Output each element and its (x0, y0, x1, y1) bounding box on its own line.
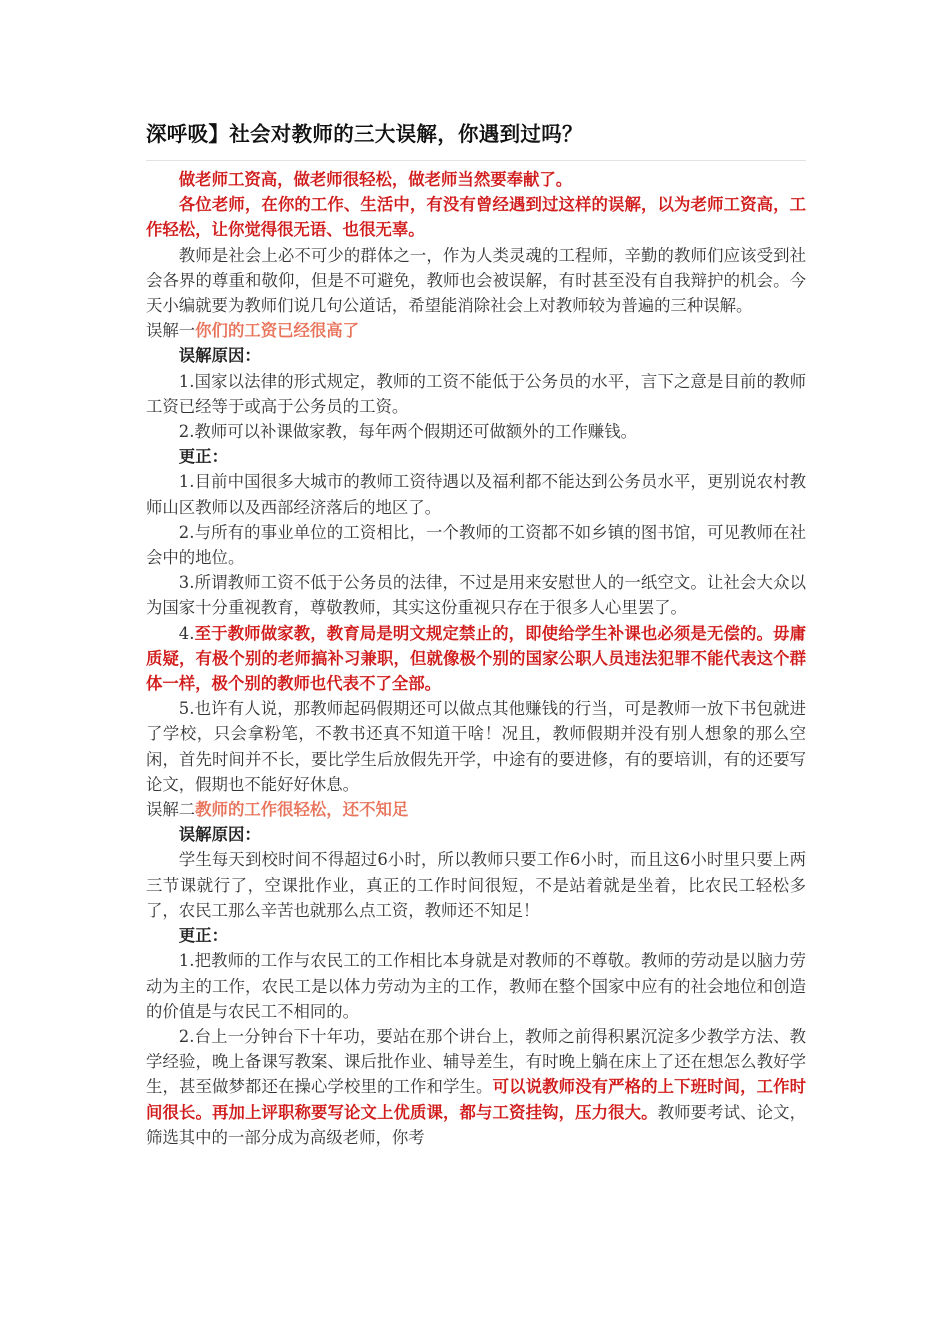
correction-2-text-a: 2.台上一分钟台下十年功，要站在那个讲台上，教师之前得积累沉淀多少教学方法、教学经验，晚上备课写教案、课后批作业、辅导差生，有时晚上躺在床上了还在想怎么教好学生，甚至做梦都还在操心学校里的工作和学生。 (146, 1026, 806, 1097)
misconception-1-prefix: 误解一 (146, 321, 196, 341)
misconception-2-title: 教师的工作很轻松，还不知足 (195, 800, 409, 820)
misconception-1-correction-1: 1.目前中国很多大城市的教师工资待遇以及福利都不能达到公务员水平，更别说农村教师山区教师以及西部经济落后的地区了。 (146, 472, 806, 517)
misconception-2-correction-2 (146, 1024, 806, 1150)
article-body (146, 167, 806, 1150)
lead-paragraph-2: 各位老师，在你的工作、生活中，有没有曾经遇到过这样的误解，以为老师工资高，工作轻松，让你觉得很无语、也很无辜。 (146, 195, 806, 240)
title-divider (146, 160, 806, 161)
misconception-1-correction-label: 更正： (178, 447, 228, 467)
misconception-1-correction-5: 5.也许有人说，那教师起码假期还可以做点其他赚钱的行当，可是教师一放下书包就进了学校，只会拿粉笔，不教书还真不知道干啥！况且，教师假期并没有别人想象的那么空闲，首先时间并不长，要比学生后放假先开学，中途有的要进修，有的要培训，有的还要写论文，假期也不能好好休息。 (146, 699, 806, 794)
misconception-1-title: 你们的工资已经很高了 (195, 321, 360, 341)
correction-4-highlight: 至于教师做家教，教育局是明文规定禁止的，即使给学生补课也必须是无偿的。毋庸质疑，有极个别的老师搞补习兼职，但就像极个别的国家公职人员违法犯罪不能代表这个群体一样，极个别的教师也代表不了全部。 (146, 623, 806, 694)
correction-4-number: 4. (178, 623, 195, 643)
correction-2-highlight: 可以说教师没有严格的上下班时间，工作时间很长。再加上评职称要写论文上优质课，都与工资挂钩，压力很大。 (146, 1077, 807, 1122)
intro-paragraph: 教师是社会上必不可少的群体之一，作为人类灵魂的工程师，辛勤的教师们应该受到社会各界的尊重和敬仰，但是不可避免，教师也会被误解，有时甚至没有自我辩护的机会。今天小编就要为教师们说几句公道话，希望能消除社会上对教师较为普遍的三种误解。 (146, 245, 806, 316)
correction-2-text-b: 教师要考试、论文，筛选其中的一部分成为高级老师，你考 (146, 1102, 807, 1147)
misconception-1-correction-4 (146, 621, 806, 697)
misconception-1-reason-label: 误解原因： (178, 346, 261, 366)
misconception-1-reason-1: 1.国家以法律的形式规定，教师的工资不能低于公务员的水平，言下之意是目前的教师工资已经等于或高于公务员的工资。 (146, 371, 806, 416)
misconception-1-reason-2: 2.教师可以补课做家教，每年两个假期还可做额外的工作赚钱。 (178, 422, 637, 442)
misconception-1-heading (146, 318, 806, 343)
misconception-1-correction-3: 3.所谓教师工资不低于公务员的法律，不过是用来安慰世人的一纸空文。让社会大众以为国家十分重视教育，尊敬教师，其实这份重视只存在于很多人心里罢了。 (146, 573, 806, 618)
misconception-2-heading (146, 797, 806, 822)
misconception-2-reason-1: 学生每天到校时间不得超过6小时，所以教师只要工作6小时，而且这6小时里只要上两三节课就行了，空课批作业，真正的工作时间很短，不是站着就是坐着，比农民工轻松多了，农民工那么辛苦也就那么点工资，教师还不知足！ (146, 850, 806, 920)
article-title: 深呼吸】社会对教师的三大误解，你遇到过吗？ (146, 122, 583, 146)
misconception-2-correction-1: 1.把教师的工作与农民工的工作相比本身就是对教师的不尊敬。教师的劳动是以脑力劳动为主的工作，农民工是以体力劳动为主的工作，教师在整个国家中应有的社会地位和创造的价值是与农民工不相同的。 (146, 951, 806, 1021)
misconception-2-correction-label: 更正： (178, 926, 228, 946)
lead-paragraph-1: 做老师工资高，做老师很轻松，做老师当然要奉献了。 (178, 170, 573, 189)
misconception-2-prefix: 误解二 (146, 800, 196, 820)
article (146, 118, 806, 1150)
misconception-2-reason-label: 误解原因： (178, 825, 261, 845)
misconception-1-correction-2: 2.与所有的事业单位的工资相比，一个教师的工资都不如乡镇的图书馆，可见教师在社会中的地位。 (146, 522, 806, 568)
